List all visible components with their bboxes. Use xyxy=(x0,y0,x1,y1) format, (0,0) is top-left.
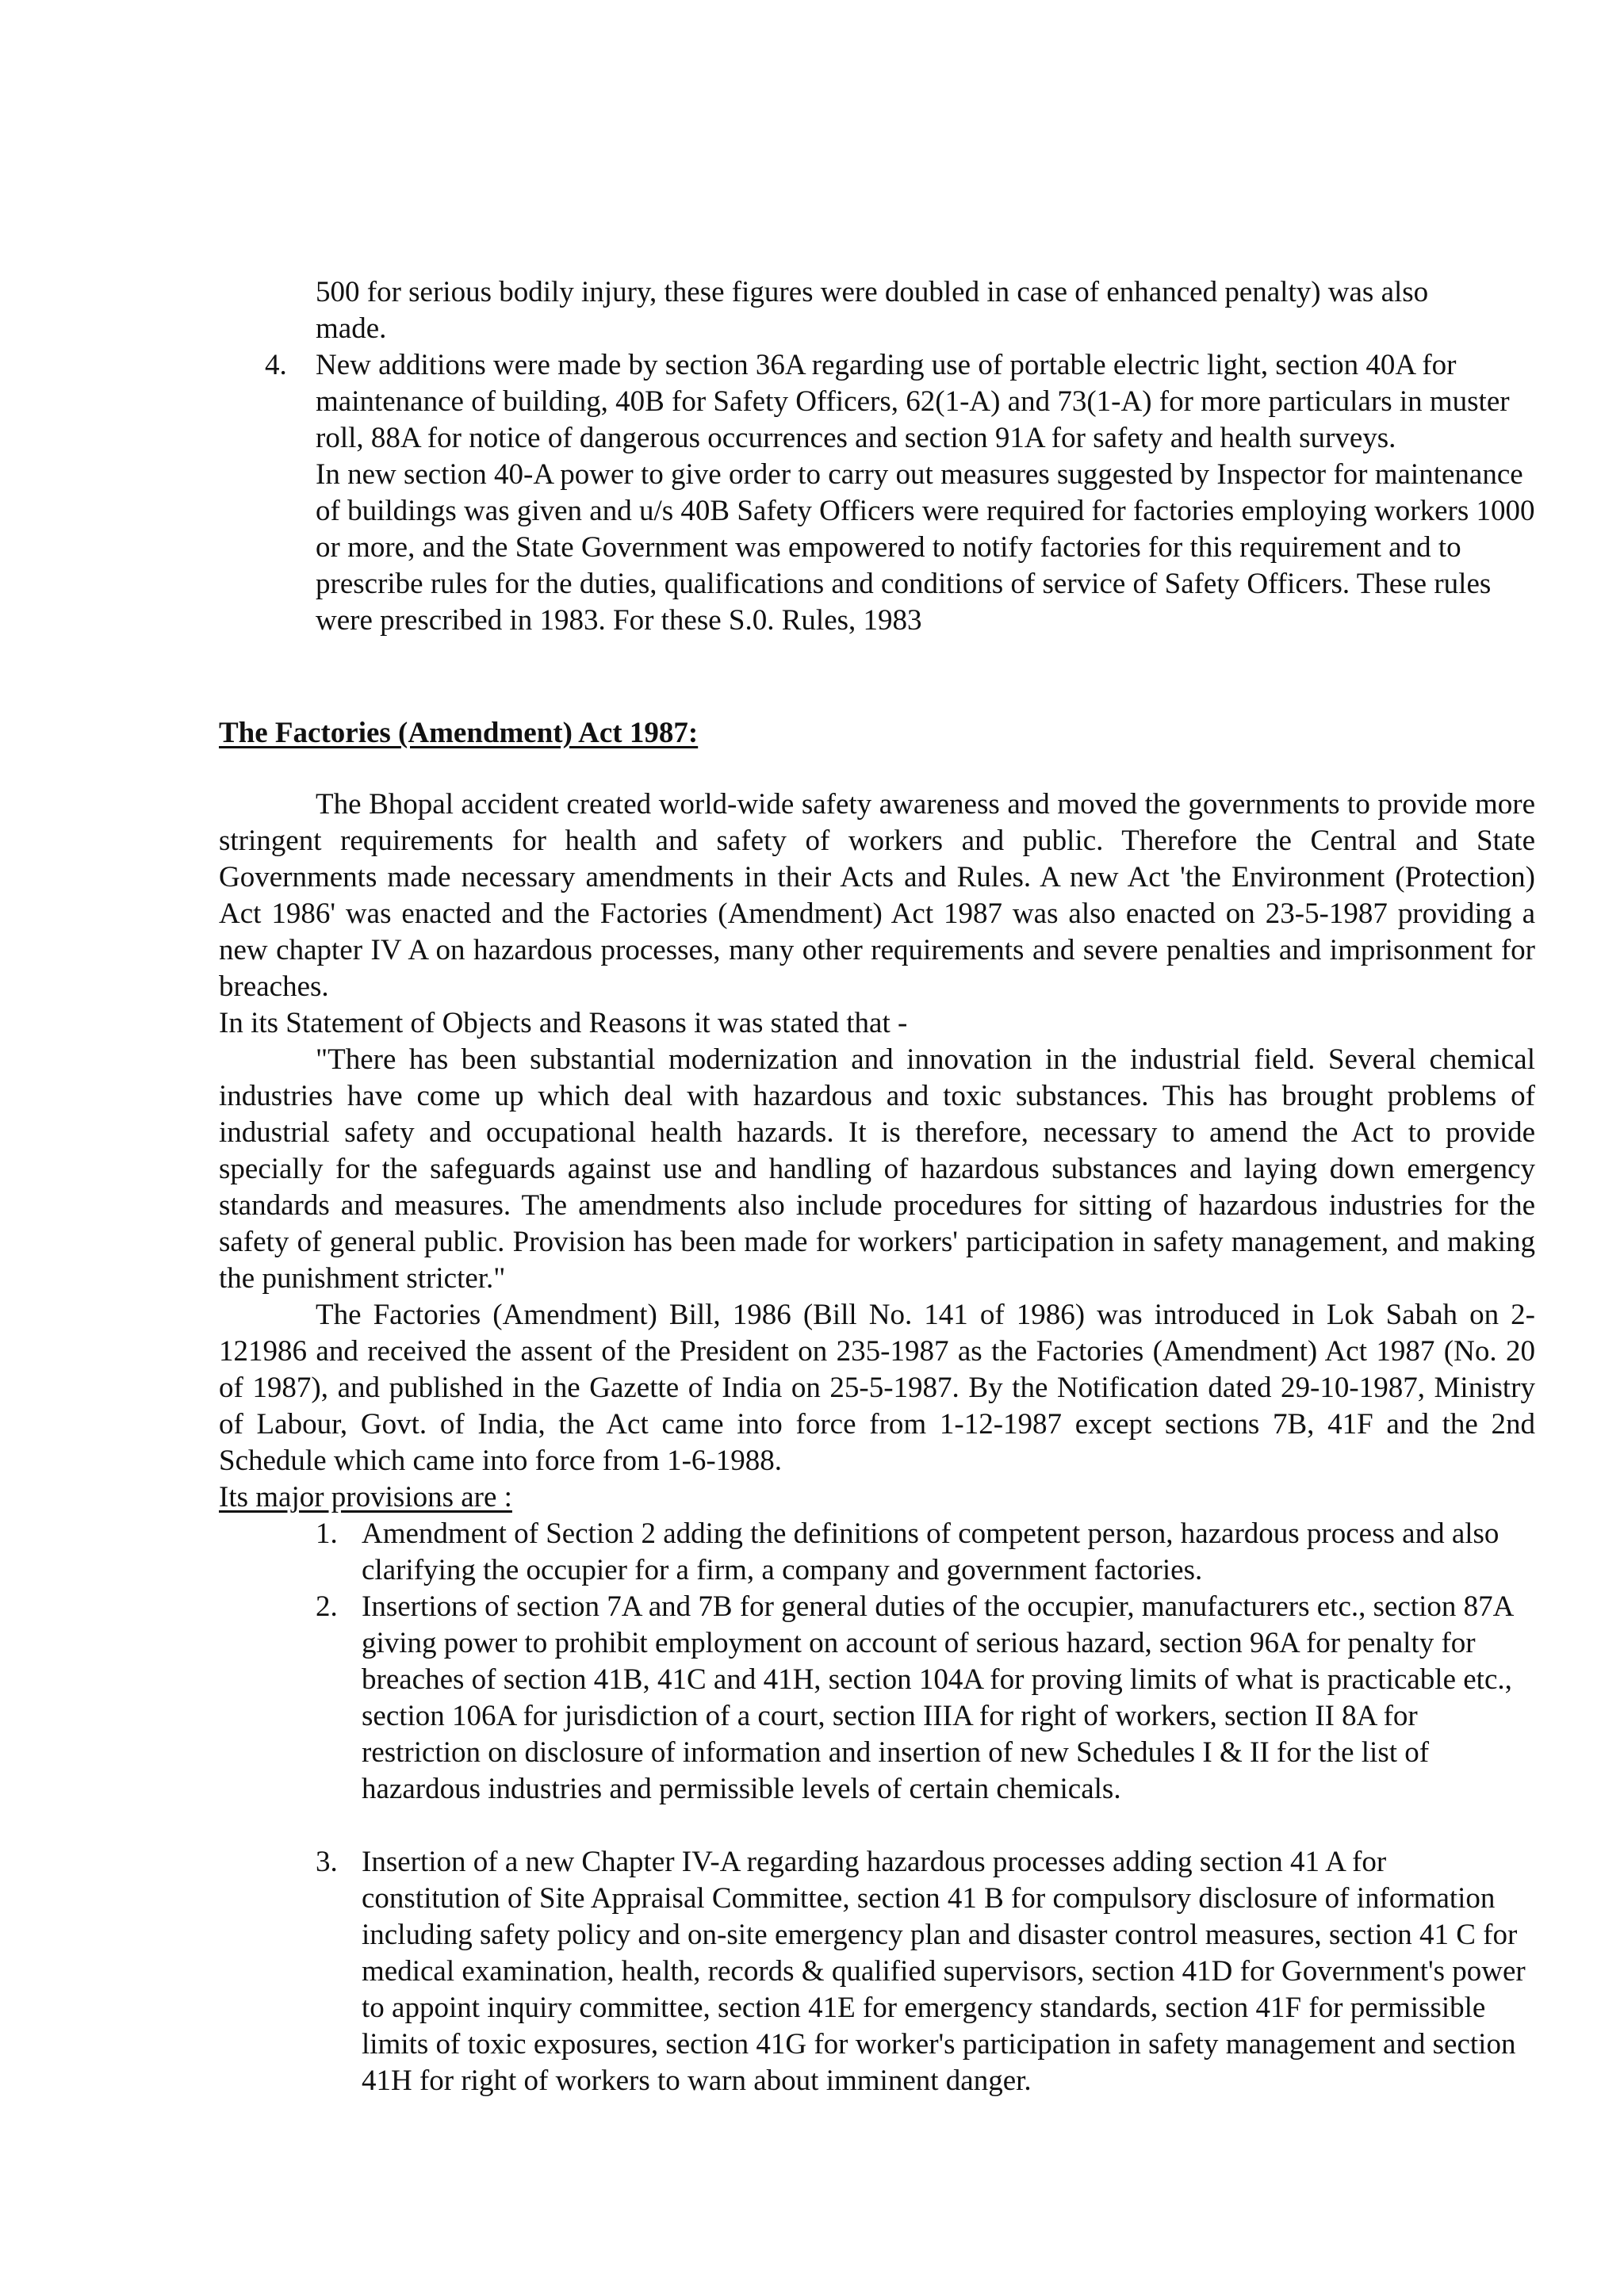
body-paragraph-2: In its Statement of Objects and Reasons it was stated that - xyxy=(219,1007,908,1039)
provision-3-number: 3. xyxy=(316,1846,338,1878)
provision-2-text: Insertions of section 7A and 7B for general duties of the occupier, manufacturers etc., section 87A giving power to prohibit employment on account of serious hazard, section 96A for penalty for breaches of section 41B, 41C and 41H, section 104A for proving limits of what is practicable etc., section 106A for jurisdiction of a court, section IIIA for right of workers, section II 8A for restriction on disclosure of information and insertion of new Schedules I & II for the list of hazardous industries and permissible levels of certain chemicals. xyxy=(362,1590,1513,1805)
item-4-paragraph-2: In new section 40-A power to give order to carry out measures suggested by Inspector for maintenance of buildings was given and u/s 40B Safety Officers were required for factories employing workers 1000 or more, and the State Government was empowered to notify factories for this requirement and to prescribe rules for the duties, qualifications and conditions of service of Safety Officers. These rules were prescribed in 1983. For these S.0. Rules, 1983 xyxy=(316,458,1535,637)
section-heading: The Factories (Amendment) Act 1987: xyxy=(219,717,699,749)
intro-line-2: made. xyxy=(316,312,387,345)
provision-2-number: 2. xyxy=(316,1590,338,1623)
provision-3-text: Insertion of a new Chapter IV-A regarding hazardous processes adding section 41 A for constitution of Site Appraisal Committee, section 41 B for compulsory disclosure of information including safety policy and on-site emergency plan and disaster control measures, section 41 C for medical examination, health, records & qualified supervisors, section 41D for Government's power to appoint inquiry committee, section 41E for emergency standards, section 41F for permissible limits of toxic exposures, section 41G for worker's participation in safety management and section 41H for right of workers to warn about imminent danger. xyxy=(362,1846,1526,2097)
item-4-text: New additions were made by section 36A regarding use of portable electric light, section 40A for maintenance of building, 40B for Safety Officers, 62(1-A) and 73(1-A) for more particulars in muster roll, 88A for notice of dangerous occurrences and section 91A for safety and health surveys. xyxy=(316,349,1510,454)
provisions-label: Its major provisions are : xyxy=(219,1481,512,1513)
body-paragraph-3: The Factories (Amendment) Bill, 1986 (Bill No. 141 of 1986) was introduced in Lok Sabah on 2-121986 and received the assent of the President on 235-1987 as the Factories (Amendment) Act 1987 (No. 20 of 1987), and published in the Gazette of India on 25-5-1987. By the Notification dated 29-10-1987, Ministry of Labour, Govt. of India, the Act came into force from 1-12-1987 except sections 7B, 41F and the 2nd Schedule which came into force from 1-6-1988. xyxy=(219,1299,1535,1477)
intro-continuation xyxy=(316,274,1537,347)
body-paragraph-1: The Bhopal accident created world-wide safety awareness and moved the governments to provide more stringent requirements for health and safety of workers and public. Therefore the Central and State Governments made necessary amendments in their Acts and Rules. A new Act 'the Environment (Protection) Act 1986' was enacted and the Factories (Amendment) Act 1987 was also enacted on 23-5-1987 providing a new chapter IV A on hazardous processes, many other requirements and severe penalties and imprisonment for breaches. xyxy=(219,788,1535,1003)
provision-1-text: Amendment of Section 2 adding the definitions of competent person, hazardous process and also clarifying the occupier for a firm, a company and government factories. xyxy=(362,1517,1500,1586)
intro-line-1: 500 for serious bodily injury, these figures were doubled in case of enhanced penalty) was also xyxy=(316,276,1429,308)
item-4-number: 4. xyxy=(265,349,287,381)
item-4 xyxy=(316,347,1537,639)
main-body xyxy=(219,786,1535,1516)
objects-quote: "There has been substantial modernization and innovation in the industrial field. Several chemical industries have come up which deal with hazardous and toxic substances. This has brought problems of industrial safety and occupational health hazards. It is therefore, necessary to amend the Act to provide specially for the safeguards against use and handling of hazardous substances and laying down emergency standards and measures. The amendments also include procedures for sitting of hazardous industries for the safety of general public. Provision has been made for workers' participation in safety management, and making the punishment stricter." xyxy=(219,1043,1535,1295)
provision-1-number: 1. xyxy=(316,1517,338,1550)
